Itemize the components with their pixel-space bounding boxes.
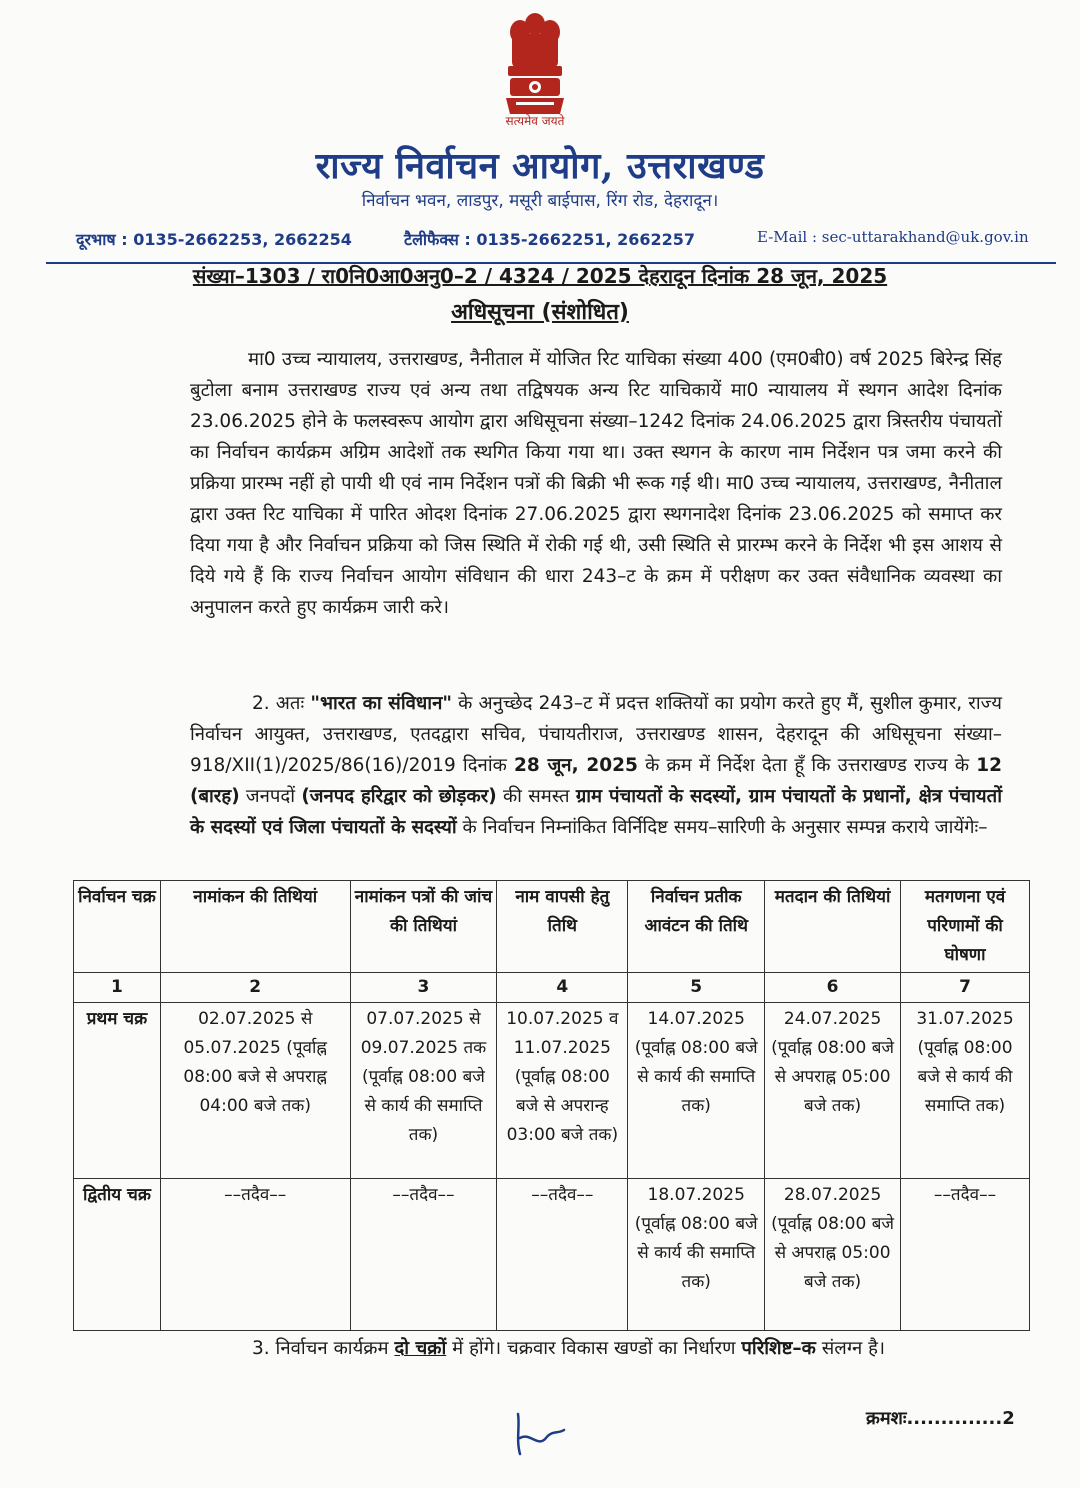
heading-text: अधिसूचना (संशोधित) [451,300,629,325]
handwritten-signature-icon [508,1408,568,1458]
p3-text: संलग्न है। [815,1338,886,1359]
column-number: 7 [901,973,1030,1003]
p2-text: 2. अतः [252,693,311,714]
table-cell: 31.07.2025 (पूर्वाह्न 08:00 बजे से कार्य की समाप्ति तक) [901,1003,1030,1179]
p2-date: 28 जून, 2025 [514,755,638,776]
email-address: E-Mail : sec-uttarakhand@uk.gov.in [757,228,1029,246]
table-cell: 10.07.2025 व 11.07.2025 (पूर्वाह्न 08:00 बजे से अपरान्ह 03:00 बजे तक) [497,1003,628,1179]
column-number: 1 [74,973,161,1003]
p2-districts-count: 12 (बारह) [190,755,1003,807]
p2-text: के निर्वाचन निम्नांकित विर्निदिष्ट समय–सारिणी के अनुसार सम्पन्न कराये जायेंगेः– [456,817,988,838]
p2-text: की समस्त [496,786,576,807]
p2-text: के अनुच्छेद 243–ट में प्रदत्त शक्तियों का प्रयोग करते हुए मैं, सुशील कुमार, राज्य निर्वाचन आयुक्त, उत्तराखण्ड, एतदद्वारा सचिव, पंचायतीराज, उत्तराखण्ड शासन, देहरादून की अधिसूचना संख्या–918/XII(1)/2025/86(16)/2019 दिनांक [190,693,1002,776]
election-schedule-table [73,880,1030,1331]
p3-text: में होंगे। चक्रवार विकास खण्डों का निर्धारण [446,1338,742,1359]
table-cell: 02.07.2025 से 05.07.2025 (पूर्वाह्न 08:00 बजे से अपराह्न 04:00 बजे तक) [160,1003,350,1179]
continuation-marker: क्रमशः..............2 [866,1408,1015,1429]
p2-positions: ग्राम पंचायतों के सदस्यों, ग्राम पंचायतों के प्रधानों, क्षेत्र पंचायतों के सदस्यों एवं जिला पंचायतों के सदस्यों [190,786,1003,838]
cycle-label: प्रथम चक्र [74,1003,161,1179]
table-cell: 14.07.2025 (पूर्वाह्न 08:00 बजे से कार्य की समाप्ति तक) [628,1003,765,1179]
table-header-cell: मतगणना एवं परिणामों की घोषणा [901,881,1030,973]
p3-annexure: परिशिष्ट–क [741,1338,816,1359]
column-number: 3 [350,973,497,1003]
column-number: 5 [628,973,765,1003]
p2-text: के क्रम में निर्देश देता हूँ कि उत्तराखण्ड राज्य के [637,755,977,776]
table-header-row [74,881,1030,973]
p2-constitution: "भारत का संविधान" [310,693,452,714]
fax-numbers: टैलीफैक्स : 0135-2662251, 2662257 [404,230,696,249]
paragraph-2 [190,688,1002,843]
table-header-cell: निर्वाचन प्रतीक आवंटन की तिथि [628,881,765,973]
p3-text: 3. निर्वाचन कार्यक्रम [252,1338,395,1359]
table-header-cell: निर्वाचन चक्र [74,881,161,973]
reference-number [0,262,1080,289]
reference-text: संख्या–1303 / रा0नि0आ0अनु0–2 / 4324 / 2025 देहरादून दिनांक 28 जून, 2025 [192,264,888,288]
table-header-cell: नामांकन की तिथियां [160,881,350,973]
org-address: निर्वाचन भवन, लाडपुर, मसूरी बाईपास, रिंग रोड, देहरादून। [361,191,719,211]
table-cell: ––तदैव–– [901,1179,1030,1331]
table-header-cell: नामांकन पत्रों की जांच की तिथियां [350,881,497,973]
phone-numbers: दूरभाष : 0135-2662253, 2662254 [76,230,352,249]
table-header-cell: नाम वापसी हेतु तिथि [497,881,628,973]
org-title: राज्य निर्वाचन आयोग, उत्तराखण्ड [315,145,765,187]
table-cell: ––तदैव–– [160,1179,350,1331]
p2-text: जनपदों [239,786,302,807]
table-number-row [74,973,1030,1003]
notification-heading [0,296,1080,326]
column-number: 4 [497,973,628,1003]
cycle-label: द्वितीय चक्र [74,1179,161,1331]
paragraph-1: मा0 उच्च न्यायालय, उत्तराखण्ड, नैनीताल में योजित रिट याचिका संख्या 400 (एम0बी0) वर्ष 2025 बिरेन्द्र सिंह बुटोला बनाम उत्तराखण्ड राज्य एवं अन्य तथा तद्विषयक अन्य रिट याचिकायें मा0 न्यायालय में स्थगन आदेश दिनांक 23.06.2025 होने के फलस्वरूप आयोग द्वारा अधिसूचना संख्या–1242 दिनांक 24.06.2025 द्वारा त्रिस्तरीय पंचायतों का निर्वाचन कार्यक्रम अग्रिम आदेशों तक स्थगित किया गया था। उक्त स्थगन के कारण नाम निर्देशन पत्र जमा करने की प्रक्रिया प्रारम्भ नहीं हो पायी थी एवं नाम निर्देशन पत्रों की बिक्री भी रूक गई थी। मा0 उच्च न्यायालय, उत्तराखण्ड, नैनीताल द्वारा उक्त रिट याचिका में पारित ओदश दिनांक 27.06.2025 द्वारा स्थगनादेश दिनांक 23.06.2025 को समाप्त कर दिया गया है और निर्वाचन प्रक्रिया को जिस स्थिति में रोकी गई थी, उसी स्थिति से प्रारम्भ करने के निर्देश भी इस आशय से दिये गये हैं कि राज्य निर्वाचन आयोग संविधान की धारा 243–ट के क्रम में परीक्षण कर उक्त संवैधानिक व्यवस्था का अनुपालन करते हुए कार्यक्रम जारी करे। [190,349,1002,618]
table-cell: 24.07.2025 (पूर्वाह्न 08:00 बजे से अपराह्न 05:00 बजे तक) [765,1003,901,1179]
p3-two-cycles: दो चक्रों [394,1338,447,1359]
p2-exclusion: (जनपद हरिद्वार को छोड़कर) [301,786,497,807]
table-row [74,1003,1030,1179]
column-number: 2 [160,973,350,1003]
table-header-cell: मतदान की तिथियां [765,881,901,973]
table-cell: ––तदैव–– [497,1179,628,1331]
emblem-motto: सत्यमेव जयते [505,114,565,128]
table-row [74,1179,1030,1331]
paragraph-3 [190,1333,1002,1364]
table-cell: ––तदैव–– [350,1179,497,1331]
table-cell: 18.07.2025 (पूर्वाह्न 08:00 बजे से कार्य की समाप्ति तक) [628,1179,765,1331]
table-cell: 07.07.2025 से 09.07.2025 तक (पूर्वाह्न 08:00 बजे से कार्य की समाप्ति तक) [350,1003,497,1179]
column-number: 6 [765,973,901,1003]
table-cell: 28.07.2025 (पूर्वाह्न 08:00 बजे से अपराह्न 05:00 बजे तक) [765,1179,901,1331]
